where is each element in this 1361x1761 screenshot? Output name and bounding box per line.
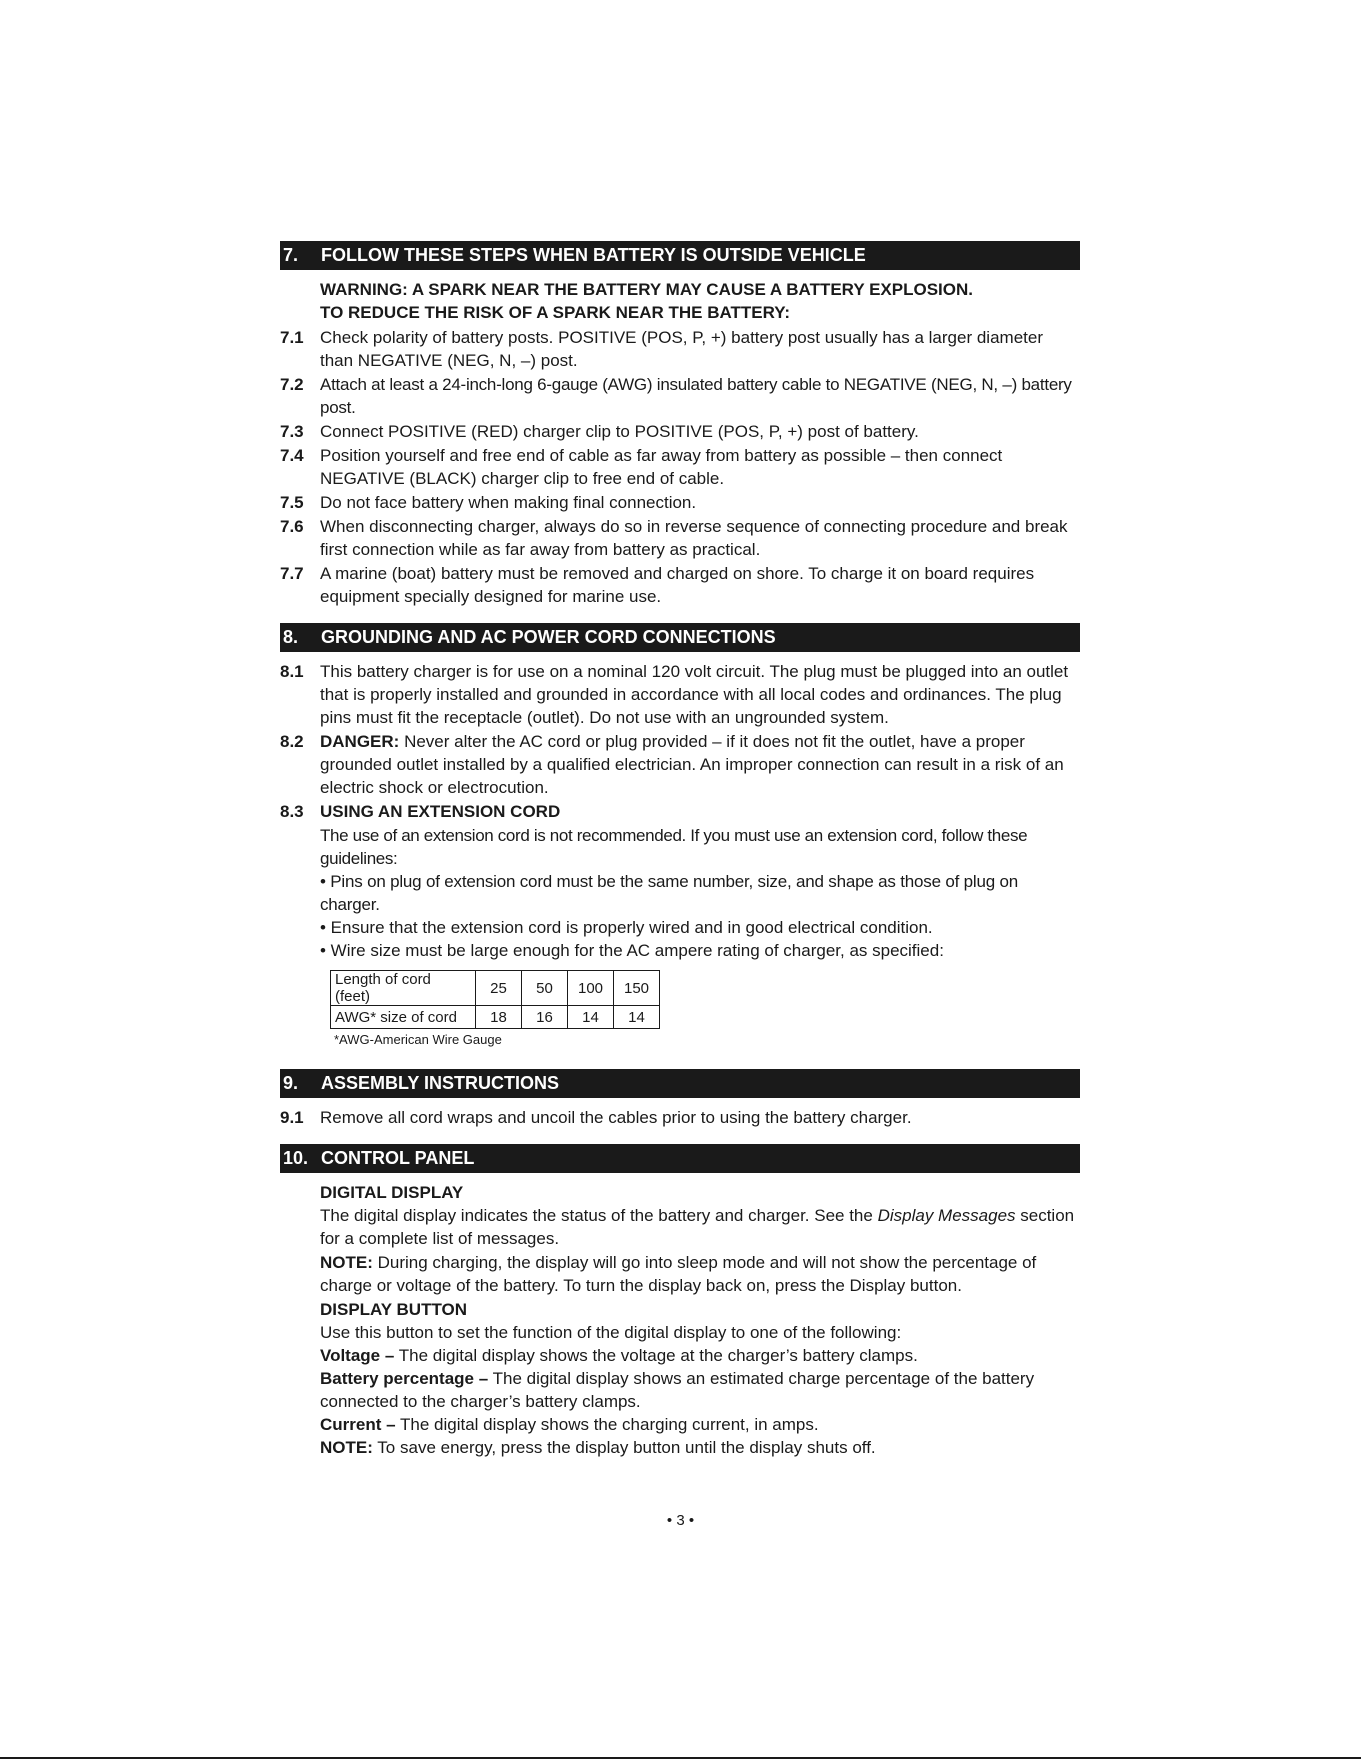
list-item-8-1 [280,660,1080,729]
item-text: Check polarity of battery posts. POSITIVE (POS, P, +) battery post usually has a larger diameter than NEGATIVE (NEG, N, –) post. [320,328,1043,370]
table-cell: Length of cord (feet) [331,971,476,1006]
option-text: The digital display shows the charging current, in amps. [395,1415,819,1434]
digital-display-title: DIGITAL DISPLAY [320,1183,464,1202]
battery-percentage-option [280,1367,1080,1413]
list-item-7-1 [280,326,1080,372]
note-sleep-mode [280,1251,1080,1297]
item-number: 8.2 [280,732,304,751]
table-cell: 25 [476,971,522,1006]
list-item-9-1 [280,1106,1080,1129]
item-text: Remove all cord wraps and uncoil the cables prior to using the battery charger. [320,1108,912,1127]
section-number: 9. [283,1073,299,1093]
item-text: A marine (boat) battery must be removed and charged on shore. To charge it on board requires equipment specially designed for marine use. [320,564,1035,606]
table-cell: 150 [614,971,660,1006]
item-number: 7.6 [280,517,304,536]
display-button-title: DISPLAY BUTTON [320,1300,468,1319]
note-save-energy [280,1436,1080,1459]
option-text: The digital display shows an estimated charge percentage of the battery connected to the charger’s battery clamps. [320,1369,1035,1411]
list-item-7-5 [280,491,1080,514]
danger-label: DANGER: [320,732,400,751]
bullet-item: • Wire size must be large enough for the AC ampere rating of charger, as specified: [320,941,944,960]
text-span: The digital display indicates the status of the battery and charger. See the [320,1206,878,1225]
table-cell: AWG* size of cord [331,1006,476,1029]
danger-text: Never alter the AC cord or plug provided – if it does not fit the outlet, have a proper grounded outlet installed by a qualified electrician. An improper connection can result in a risk of an electric shock or electrocution. [320,732,1064,797]
cord-size-table [330,970,660,1029]
table-cell: 50 [522,971,568,1006]
note-text: To save energy, press the display button until the display shuts off. [372,1438,876,1457]
section-10-header [280,1144,1080,1173]
table-cell: 100 [568,971,614,1006]
display-messages-ref: Display Messages [877,1206,1016,1225]
table-footnote: *AWG-American Wire Gauge [334,1032,502,1047]
section-title: FOLLOW THESE STEPS WHEN BATTERY IS OUTSIDE VEHICLE [321,245,866,265]
table-cell: 16 [522,1006,568,1029]
table-cell: 14 [614,1006,660,1029]
section-8-header [280,623,1080,652]
item-text [320,730,1080,799]
item-number: 7.3 [280,422,304,441]
bottom-rule [0,1757,1361,1759]
table-row [331,1006,660,1029]
item-number: 7.2 [280,375,304,394]
section-number: 10. [283,1148,309,1168]
note-label: NOTE: [320,1438,373,1457]
text-span: section for a complete list of messages. [320,1206,1075,1248]
warning-line-1: WARNING: A SPARK NEAR THE BATTERY MAY CAUSE A BATTERY EXPLOSION. [320,280,973,299]
section-number: 8. [283,627,299,647]
voltage-option [280,1344,1080,1367]
note-label: NOTE: [320,1253,373,1272]
list-item-7-7 [280,562,1080,608]
table-cell: 14 [568,1006,614,1029]
item-number: 7.5 [280,493,304,512]
item-number: 7.4 [280,446,304,465]
section-9-header [280,1069,1080,1098]
item-number: 9.1 [280,1108,304,1127]
item-number: 7.1 [280,328,304,347]
extension-cord-intro: The use of an extension cord is not recommended. If you must use an extension cord, follow these guidelines: [320,826,1028,868]
section-number: 7. [283,245,299,265]
item-number: 8.3 [280,802,304,821]
table-row [331,971,660,1006]
item-number: 7.7 [280,564,304,583]
item-text: Attach at least a 24-inch-long 6-gauge (AWG) insulated battery cable to NEGATIVE (NEG, N, –) battery post. [320,375,1072,417]
list-item-8-3 [280,800,1080,823]
table-cell: 18 [476,1006,522,1029]
page-number: • 3 • [666,1512,695,1529]
list-item-7-3 [280,420,1080,443]
display-button-text: Use this button to set the function of the digital display to one of the following: [320,1323,902,1342]
option-label: Battery percentage – [320,1369,489,1388]
item-text: Position yourself and free end of cable as far away from battery as possible – then connect NEGATIVE (BLACK) charger clip to free end of cable. [320,446,1003,488]
digital-display-text [280,1204,1080,1250]
section-7-header [280,241,1080,270]
option-label: Current – [320,1415,396,1434]
bullet-item: • Pins on plug of extension cord must be the same number, size, and shape as those of plug on charger. [320,872,1019,914]
option-label: Voltage – [320,1346,395,1365]
note-text: During charging, the display will go into sleep mode and will not show the percentage of charge or voltage of the battery. To turn the display back on, press the Display button. [320,1253,1037,1295]
item-text: This battery charger is for use on a nominal 120 volt circuit. The plug must be plugged into an outlet that is properly installed and grounded in accordance with all local codes and ordinances. The plug pins must fit the receptacle (outlet). Do not use with an ungrounded system. [320,662,1069,727]
section-title: CONTROL PANEL [321,1148,475,1168]
warning-line-2: TO REDUCE THE RISK OF A SPARK NEAR THE BATTERY: [320,303,791,322]
section-title: ASSEMBLY INSTRUCTIONS [321,1073,560,1093]
item-text: Do not face battery when making final connection. [320,493,697,512]
bullet-item: • Ensure that the extension cord is properly wired and in good electrical condition. [320,918,933,937]
option-text: The digital display shows the voltage at the charger’s battery clamps. [394,1346,918,1365]
manual-page-content [280,241,1080,1459]
subsection-title: USING AN EXTENSION CORD [320,802,561,821]
list-item-8-2 [280,730,1080,799]
current-option [280,1413,1080,1436]
item-text: When disconnecting charger, always do so in reverse sequence of connecting procedure and break first connection while as far away from battery as practical. [320,517,1068,559]
item-number: 8.1 [280,662,304,681]
list-item-7-4 [280,444,1080,490]
list-item-7-6 [280,515,1080,561]
item-text: Connect POSITIVE (RED) charger clip to POSITIVE (POS, P, +) post of battery. [320,422,919,441]
section-title: GROUNDING AND AC POWER CORD CONNECTIONS [321,627,776,647]
list-item-7-2 [280,373,1080,419]
